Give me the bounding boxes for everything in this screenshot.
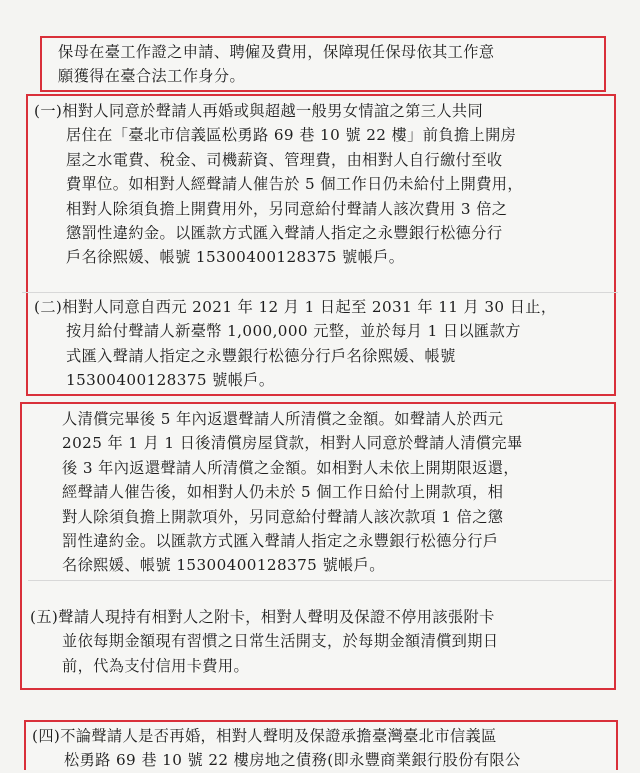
text-line: 願獲得在臺合法工作身分。 bbox=[58, 67, 246, 86]
text-line: (四)不論聲請人是否再婚，相對人聲明及保證承擔臺灣臺北市信義區 bbox=[32, 727, 497, 745]
text-line: 後 3 年內返還聲請人所清償之金額。如相對人未依上開期限返還， bbox=[62, 458, 519, 477]
text-line: 2025 年 1 月 1 日後清償房屋貸款，相對人同意於聲請人清償完畢 bbox=[62, 434, 523, 453]
text-line: 式匯入聲請人指定之永豐銀行松德分行戶名徐熙媛、帳號 bbox=[66, 346, 456, 365]
text-line: (五)聲請人現持有相對人之附卡，相對人聲明及保證不停用該張附卡 bbox=[30, 608, 495, 626]
text-line: 保母在臺工作證之申請、聘僱及費用，保障現任保母依其工作意 bbox=[58, 43, 495, 61]
text-line: 前，代為支付信用卡費用。 bbox=[62, 656, 250, 675]
text-line: 按月給付聲請人新臺幣 1,000,000 元整，並於每月 1 日以匯款方 bbox=[66, 322, 521, 341]
text-line: 罰性違約金。以匯款方式匯入聲請人指定之永豐銀行松德分行戶 bbox=[62, 532, 499, 551]
text-line: 並依每期金額現有習慣之日常生活開支，於每期金額清償到期日 bbox=[62, 632, 499, 651]
text-line: 名徐熙媛、帳號 15300400128375 號帳戶。 bbox=[62, 556, 385, 575]
clause-repayment bbox=[62, 407, 523, 578]
text-line: (一)相對人同意於聲請人再婚或與超越一般男女情誼之第三人共同 bbox=[34, 102, 484, 120]
text-line: 松勇路 69 巷 10 號 22 樓房地之債務(即永豐商業銀行股份有限公 bbox=[64, 751, 521, 770]
text-line: 15300400128375 號帳戶。 bbox=[66, 371, 275, 390]
text-line: 費單位。如相對人經聲請人催告於 5 個工作日仍未給付上開費用， bbox=[66, 175, 523, 194]
divider bbox=[22, 292, 618, 293]
text-line: 對人除須負擔上開款項外，另同意給付聲請人該次款項 1 倍之懲 bbox=[62, 507, 504, 526]
text-line: 屋之水電費、稅金、司機薪資、管理費，由相對人自行繳付至收 bbox=[66, 150, 503, 169]
clause-item-1 bbox=[34, 99, 523, 270]
clause-item-5 bbox=[30, 605, 498, 678]
text-line: (二)相對人同意自西元 2021 年 12 月 1 日起至 2031 年 11 月 30 日止， bbox=[34, 298, 557, 316]
text-line: 懲罰性違約金。以匯款方式匯入聲請人指定之永豐銀行松德分行 bbox=[66, 224, 503, 243]
divider bbox=[28, 580, 612, 581]
clause-item-4 bbox=[32, 724, 521, 773]
text-line: 居住在「臺北市信義區松勇路 69 巷 10 號 22 樓」前負擔上開房 bbox=[66, 126, 517, 145]
text-line: 經聲請人催告後，如相對人仍未於 5 個工作日給付上開款項，相 bbox=[62, 483, 504, 502]
clause-item-2 bbox=[34, 295, 557, 393]
text-line: 人清償完畢後 5 年內返還聲請人所清償之金額。如聲請人於西元 bbox=[62, 410, 504, 428]
text-line: 相對人除須負擔上開費用外，另同意給付聲請人該次費用 3 倍之 bbox=[66, 199, 508, 218]
clause-nanny-work-permit bbox=[58, 40, 494, 89]
text-line: 戶名徐熙媛、帳號 15300400128375 號帳戶。 bbox=[66, 248, 405, 267]
